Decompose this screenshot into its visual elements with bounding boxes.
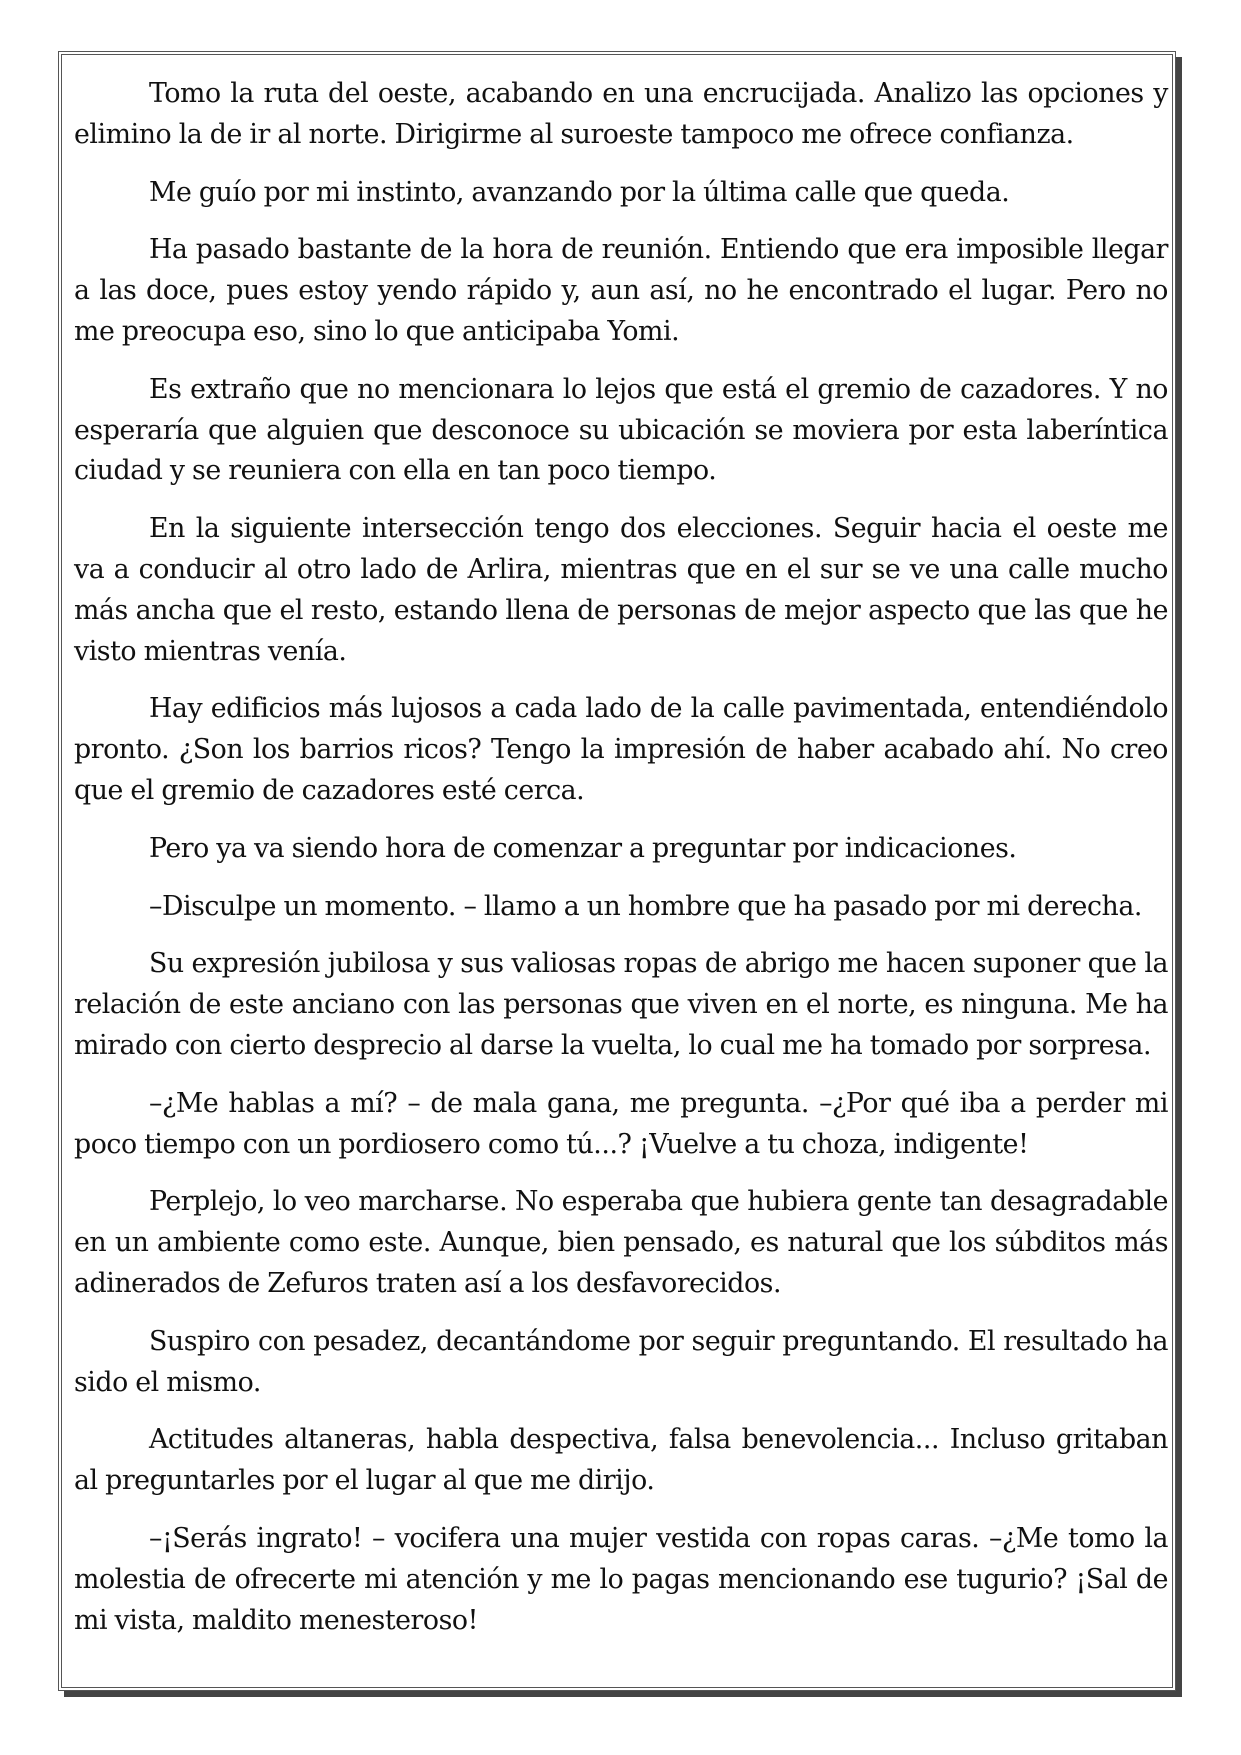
paragraph: Me guío por mi instinto, avanzando por la última calle que queda.	[149, 176, 1010, 208]
dialogue-paragraph: –Disculpe un momento. – llamo a un hombre que ha pasado por mi derecha.	[149, 890, 1142, 922]
paragraph: Actitudes altaneras, habla despectiva, falsa benevolencia... Incluso gritaban al preguntarles por el lugar al que me dirijo.	[74, 1424, 1168, 1497]
dialogue-paragraph: –¿Me hablas a mí? – de mala gana, me pregunta. –¿Por qué iba a perder mi poco tiempo con un pordiosero como tú...? ¡Vuelve a tu choza, indigente!	[74, 1087, 1168, 1160]
paragraph: Suspiro con pesadez, decantándome por seguir preguntando. El resultado ha sido el mismo.	[74, 1325, 1168, 1398]
dialogue-paragraph: –¡Serás ingrato! – vocifera una mujer vestida con ropas caras. –¿Me tomo la molestia de ofrecerte mi atención y me lo pagas mencionando ese tugurio? ¡Sal de mi vista, maldito menesteroso!	[74, 1522, 1168, 1636]
paragraph: Tomo la ruta del oeste, acabando en una encrucijada. Analizo las opciones y elimino la de ir al norte. Dirigirme al suroeste tampoco me ofrece confianza.	[74, 78, 1168, 150]
paragraph: Hay edificios más lujosos a cada lado de la calle pavimentada, entendiéndolo pronto. ¿Son los barrios ricos? Tengo la impresión de haber acabado ahí. No creo que el gremio de cazadores esté cerca.	[74, 693, 1168, 806]
paragraph: Perplejo, lo veo marcharse. No esperaba que hubiera gente tan desagradable en un ambiente como este. Aunque, bien pensado, es natural que los súbditos más adinerados de Zefuros traten así a los desfavorecidos.	[74, 1186, 1168, 1299]
paragraph: Es extraño que no mencionara lo lejos que está el gremio de cazadores. Y no esperaría que alguien que desconoce su ubicación se moviera por esta laberíntica ciudad y se reuniera con ella en tan poco tiempo.	[74, 373, 1168, 487]
page-body-text	[74, 74, 1168, 1658]
paragraph: Su expresión jubilosa y sus valiosas ropas de abrigo me hacen suponer que la relación de este anciano con las personas que viven en el norte, es ninguna. Me ha mirado con cierto desprecio al darse la vuelta, lo cual me ha tomado por sorpresa.	[74, 948, 1168, 1061]
paragraph: Pero ya va siendo hora de comenzar a preguntar por indicaciones.	[149, 832, 1017, 864]
paragraph: En la siguiente intersección tengo dos elecciones. Seguir hacia el oeste me va a conducir al otro lado de Arlira, mientras que en el sur se ve una calle mucho más ancha que el resto, estando llena de personas de mejor aspecto que las que he visto mientras venía.	[74, 513, 1168, 667]
paragraph: Ha pasado bastante de la hora de reunión. Entiendo que era imposible llegar a las doce, pues estoy yendo rápido y, aun así, no he encontrado el lugar. Pero no me preocupa eso, sino lo que anticipaba Yomi.	[74, 234, 1168, 347]
